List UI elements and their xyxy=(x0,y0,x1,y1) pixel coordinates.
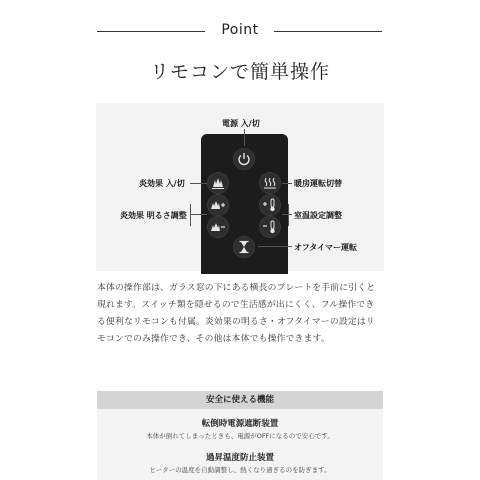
page-headline: リモコンで簡単操作 xyxy=(149,61,330,83)
leader-temp-bracket xyxy=(288,204,289,226)
temp-minus-button[interactable] xyxy=(259,216,281,238)
flame-button[interactable] xyxy=(207,172,229,194)
feature-description: ヒーターの温度を自動調整し、熱くなり過ぎるのを防ぎます。 xyxy=(149,466,331,474)
label-heat-mode: 暖房運転切替 xyxy=(294,179,342,188)
leader-flame xyxy=(190,183,207,184)
description-line: る便利なリモコンも付属。炎効果の明るさ・オフタイマーの設定はリ xyxy=(97,317,375,327)
safety-feature-list xyxy=(97,409,383,480)
heat-mode-button[interactable] xyxy=(259,172,281,194)
leader-heat-mode xyxy=(282,183,292,184)
power-icon xyxy=(236,151,252,167)
safety-heading: 安全に使える機能 xyxy=(97,391,383,409)
description-line: 現れます。スイッチ類を隠せるので生活感が出にくく、フル操作でき xyxy=(97,300,375,310)
flame-plus-button[interactable] xyxy=(207,194,229,216)
heat-wave-icon xyxy=(262,175,278,191)
leader-brightness xyxy=(190,214,207,215)
point-label: Point xyxy=(221,22,259,38)
flame-minus-icon xyxy=(210,219,226,235)
label-temp: 室温設定調整 xyxy=(294,211,342,220)
leader-off-timer xyxy=(258,246,292,247)
thermometer-plus-icon xyxy=(262,197,278,213)
header-rule-right xyxy=(274,31,382,32)
leader-power xyxy=(244,129,245,146)
description-text xyxy=(97,280,387,348)
label-off-timer: オフタイマー運転 xyxy=(294,243,358,252)
power-button[interactable] xyxy=(233,148,255,170)
flame-plus-icon xyxy=(210,197,226,213)
description-line: モコンでのみ操作でき、その他は本体でも操作できます。 xyxy=(97,334,330,344)
feature-description: 本体が倒れてしまったときも、電源がOFFになるので安心です。 xyxy=(146,432,334,440)
temp-plus-button[interactable] xyxy=(259,194,281,216)
leader-temp xyxy=(282,214,292,215)
feature-title: 転倒時電源遮断装置 xyxy=(201,419,279,429)
description-line: 本体の操作部は、ガラス窓の下にある横長のプレートを手前に引くと xyxy=(97,283,376,293)
off-timer-button[interactable] xyxy=(233,236,255,258)
flame-icon xyxy=(210,175,226,191)
thermometer-minus-icon xyxy=(262,219,278,235)
feature-title: 過昇温度防止装置 xyxy=(205,453,274,463)
hourglass-icon xyxy=(236,239,252,255)
leader-brightness-bracket xyxy=(190,204,191,226)
label-power: 電源 入/切 xyxy=(222,119,260,128)
remote-control xyxy=(201,134,288,274)
flame-minus-button[interactable] xyxy=(207,216,229,238)
label-brightness: 炎効果 明るさ調整 xyxy=(120,211,187,220)
label-flame: 炎効果 入/切 xyxy=(139,179,185,188)
